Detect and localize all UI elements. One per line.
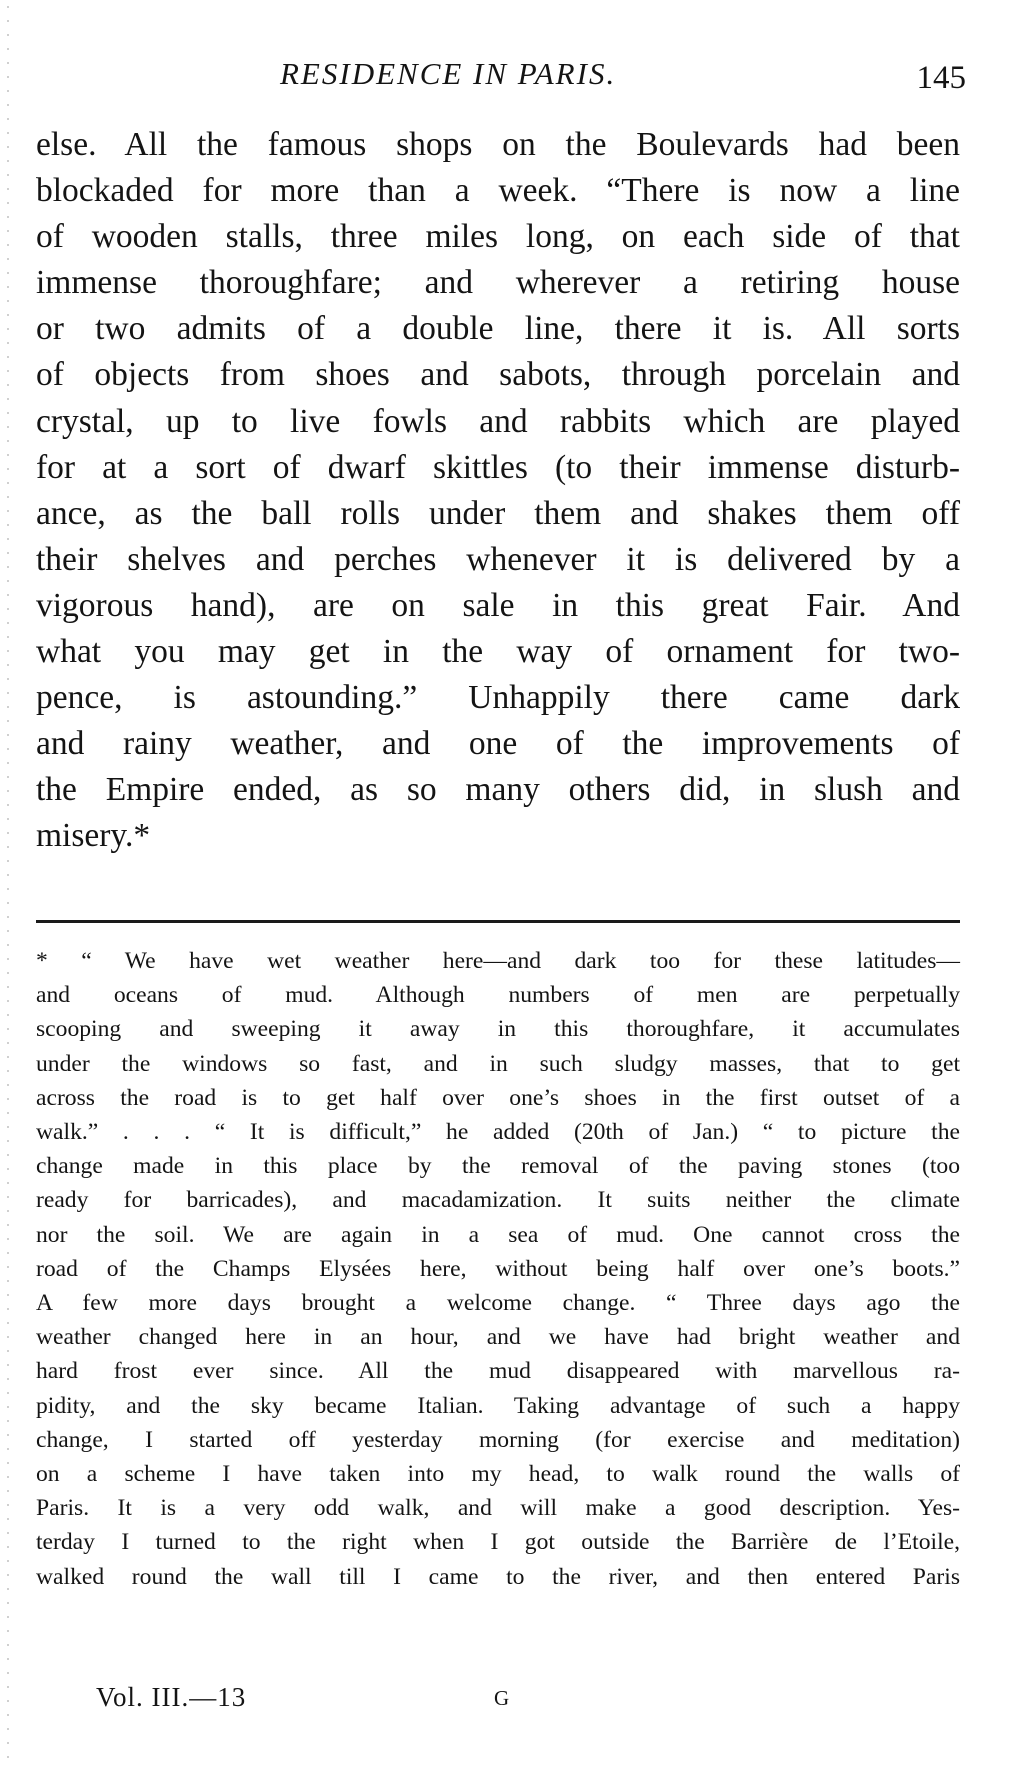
text-line: what you may get in the way of ornament for two-: [36, 633, 960, 671]
text-line: blockaded for more than a week. “There is now a line: [36, 172, 960, 210]
signature-line: [36, 1682, 636, 1722]
footnote-line: across the road is to get half over one’s shoes in the first outset of a: [36, 1084, 960, 1111]
text-line: misery.*: [36, 817, 151, 855]
text-line: for at a sort of dwarf skittles (to their immense disturb-: [36, 448, 960, 486]
text-line: immense thoroughfare; and wherever a retiring house: [36, 264, 960, 302]
text-line: of objects from shoes and sabots, through porcelain and: [36, 356, 960, 394]
running-head: RESIDENCE IN PARIS.: [280, 56, 617, 91]
text-line: of wooden stalls, three miles long, on each side of that: [36, 218, 960, 256]
text-line: else. All the famous shops on the Boulevards had been: [36, 126, 960, 163]
footnote-line: and oceans of mud. Although numbers of men are perpetually: [36, 982, 960, 1009]
signature-mark: G: [494, 1686, 510, 1710]
footnote-line: walk.” . . . “ It is difficult,” he added (20th of Jan.) “ to picture the: [36, 1119, 960, 1146]
text-line: or two admits of a double line, there it is. All sorts: [36, 310, 960, 348]
footnote-line: change, I started off yesterday morning (for exercise and meditation): [36, 1426, 960, 1453]
footnote-line: * “ We have wet weather here—and dark too for these latitudes—: [36, 948, 960, 974]
text-line: pence, is astounding.” Unhappily there came dark: [36, 679, 960, 717]
footnote-line: on a scheme I have taken into my head, to walk round the walls of: [36, 1461, 960, 1488]
page-number: 145: [916, 60, 966, 96]
main-text: [36, 122, 960, 860]
footnote-line: change made in this place by the removal of the paving stones (too: [36, 1153, 960, 1180]
footnote: [36, 944, 960, 1594]
footnote-line: hard frost ever since. All the mud disappeared with marvellous ra-: [36, 1358, 960, 1385]
footnote-line: scooping and sweeping it away in this thoroughfare, it accumulates: [36, 1016, 960, 1043]
volume-marker: Vol. III.—13: [96, 1682, 247, 1712]
footnote-rule: [36, 920, 960, 923]
text-line: and rainy weather, and one of the improvements of: [36, 725, 960, 763]
binding-gutter: [6, 0, 10, 1768]
footnote-line: pidity, and the sky became Italian. Taking advantage of such a happy: [36, 1392, 960, 1419]
footnote-line: Paris. It is a very odd walk, and will make a good description. Yes-: [36, 1495, 960, 1522]
text-line: ance, as the ball rolls under them and shakes them off: [36, 494, 960, 532]
footnote-line: under the windows so fast, and in such sludgy masses, that to get: [36, 1050, 960, 1077]
page-header: [36, 54, 966, 104]
footnote-line: road of the Champs Elysées here, without being half over one’s boots.”: [36, 1255, 960, 1282]
text-line: their shelves and perches whenever it is delivered by a: [36, 540, 960, 578]
footnote-line: terday I turned to the right when I got outside the Barrière de l’Etoile,: [36, 1529, 960, 1556]
text-line: the Empire ended, as so many others did, in slush and: [36, 771, 960, 809]
footnote-line: weather changed here in an hour, and we have had bright weather and: [36, 1324, 960, 1351]
text-line: vigorous hand), are on sale in this great Fair. And: [36, 586, 960, 624]
footnote-line: walked round the wall till I came to the river, and then entered Paris: [36, 1563, 960, 1590]
footnote-line: nor the soil. We are again in a sea of mud. One cannot cross the: [36, 1221, 960, 1248]
text-line: crystal, up to live fowls and rabbits which are played: [36, 402, 960, 440]
footnote-line: A few more days brought a welcome change. “ Three days ago the: [36, 1290, 960, 1317]
footnote-line: ready for barricades), and macadamization. It suits neither the climate: [36, 1187, 960, 1214]
